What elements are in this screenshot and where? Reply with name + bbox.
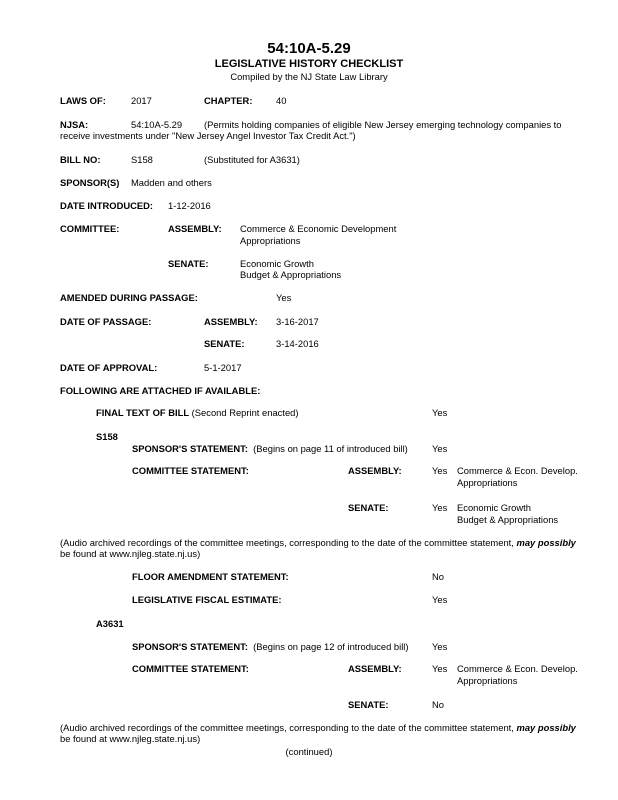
njsa-value: 54:10A-5.29 <box>131 119 183 130</box>
passage-senate-value: 3-14-2016 <box>276 338 319 349</box>
laws-of-value: 2017 <box>131 95 152 106</box>
amended-label: AMENDED DURING PASSAGE: <box>60 292 198 303</box>
a3631-senate-label: SENATE: <box>348 699 389 710</box>
audio-note-line2: be found at www.njleg.state.nj.us) <box>60 548 201 559</box>
njsa-label: NJSA: <box>60 119 89 130</box>
s158-sponsor-label: SPONSOR'S STATEMENT: <box>132 443 248 454</box>
amended-value: Yes <box>276 292 292 303</box>
sponsors-value: Madden and others <box>131 177 212 188</box>
committee-assembly-1: Commerce & Economic Development <box>240 223 397 234</box>
statute-number: 54:10A-5.29 <box>267 40 351 57</box>
a3631-assembly-1: Commerce & Econ. Develop. <box>457 663 578 674</box>
a3631-sponsor-value: Yes <box>432 641 448 652</box>
s158-senate-label: SENATE: <box>348 502 389 513</box>
bill-no-label: BILL NO: <box>60 154 101 165</box>
final-text-note: (Second Reprint enacted) <box>191 407 299 418</box>
continued-note: (continued) <box>285 746 333 757</box>
sponsors-label: SPONSOR(S) <box>60 177 120 188</box>
s158-sponsor-row <box>132 443 408 455</box>
chapter-value: 40 <box>276 95 287 106</box>
compiled-by: Compiled by the NJ State Law Library <box>230 71 388 82</box>
fiscal-estimate-value: Yes <box>432 594 448 605</box>
audio-note-2-line2: be found at www.njleg.state.nj.us) <box>60 733 201 744</box>
a3631-sponsor-label: SPONSOR'S STATEMENT: <box>132 641 248 652</box>
date-introduced-label: DATE INTRODUCED: <box>60 200 154 211</box>
passage-senate-label: SENATE: <box>204 338 245 349</box>
a3631-sponsor-row <box>132 641 408 653</box>
njsa-description-line1: (Permits holding companies of eligible New Jersey emerging technology companies to <box>204 119 562 130</box>
s158-bill-label: S158 <box>96 431 118 442</box>
s158-senate-2: Budget & Appropriations <box>457 514 559 525</box>
s158-senate-value: Yes <box>432 502 448 513</box>
laws-of-label: LAWS OF: <box>60 95 106 106</box>
a3631-sponsor-note: (Begins on page 12 of introduced bill) <box>253 641 409 652</box>
a3631-assembly-label: ASSEMBLY: <box>348 663 402 674</box>
floor-amendment-label: FLOOR AMENDMENT STATEMENT: <box>132 571 289 582</box>
s158-assembly-value: Yes <box>432 465 448 476</box>
s158-senate-1: Economic Growth <box>457 502 531 513</box>
audio-note-text: (Audio archived recordings of the committee meetings, corresponding to the date of the committee statement, <box>60 537 517 548</box>
audio-note-2-text: (Audio archived recordings of the committee meetings, corresponding to the date of the committee statement, <box>60 722 517 733</box>
passage-assembly-value: 3-16-2017 <box>276 316 319 327</box>
approval-label: DATE OF APPROVAL: <box>60 362 158 373</box>
checklist-title: LEGISLATIVE HISTORY CHECKLIST <box>214 58 404 70</box>
approval-value: 5-1-2017 <box>204 362 242 373</box>
s158-assembly-label: ASSEMBLY: <box>348 465 402 476</box>
date-introduced-value: 1-12-2016 <box>168 200 211 211</box>
committee-assembly-label: ASSEMBLY: <box>168 223 222 234</box>
bill-no-value: S158 <box>131 154 153 165</box>
final-text-label: FINAL TEXT OF BILL <box>96 407 190 418</box>
committee-senate-1: Economic Growth <box>240 258 314 269</box>
chapter-label: CHAPTER: <box>204 95 253 106</box>
s158-sponsor-value: Yes <box>432 443 448 454</box>
a3631-bill-label: A3631 <box>96 618 124 629</box>
s158-assembly-1: Commerce & Econ. Develop. <box>457 465 578 476</box>
audio-note-emphasis: may possibly <box>516 537 576 548</box>
committee-senate-2: Budget & Appropriations <box>240 269 342 280</box>
a3631-senate-value: No <box>432 699 444 710</box>
bill-substitute-note: (Substituted for A3631) <box>204 154 300 165</box>
audio-note-2-emphasis: may possibly <box>516 722 576 733</box>
final-text-row <box>96 407 299 419</box>
committee-label: COMMITTEE: <box>60 223 120 234</box>
committee-senate-label: SENATE: <box>168 258 209 269</box>
fiscal-estimate-label: LEGISLATIVE FISCAL ESTIMATE: <box>132 594 282 605</box>
s158-committee-label: COMMITTEE STATEMENT: <box>132 465 249 476</box>
njsa-description-line2: receive investments under "New Jersey Angel Investor Tax Credit Act.") <box>60 130 356 141</box>
a3631-assembly-2: Appropriations <box>457 675 518 686</box>
a3631-committee-label: COMMITTEE STATEMENT: <box>132 663 249 674</box>
floor-amendment-value: No <box>432 571 444 582</box>
s158-assembly-2: Appropriations <box>457 477 518 488</box>
passage-assembly-label: ASSEMBLY: <box>204 316 258 327</box>
s158-sponsor-note: (Begins on page 11 of introduced bill) <box>253 443 408 454</box>
a3631-assembly-value: Yes <box>432 663 448 674</box>
passage-label: DATE OF PASSAGE: <box>60 316 152 327</box>
final-text-value: Yes <box>432 407 448 418</box>
attached-heading: FOLLOWING ARE ATTACHED IF AVAILABLE: <box>60 385 261 396</box>
committee-assembly-2: Appropriations <box>240 235 301 246</box>
